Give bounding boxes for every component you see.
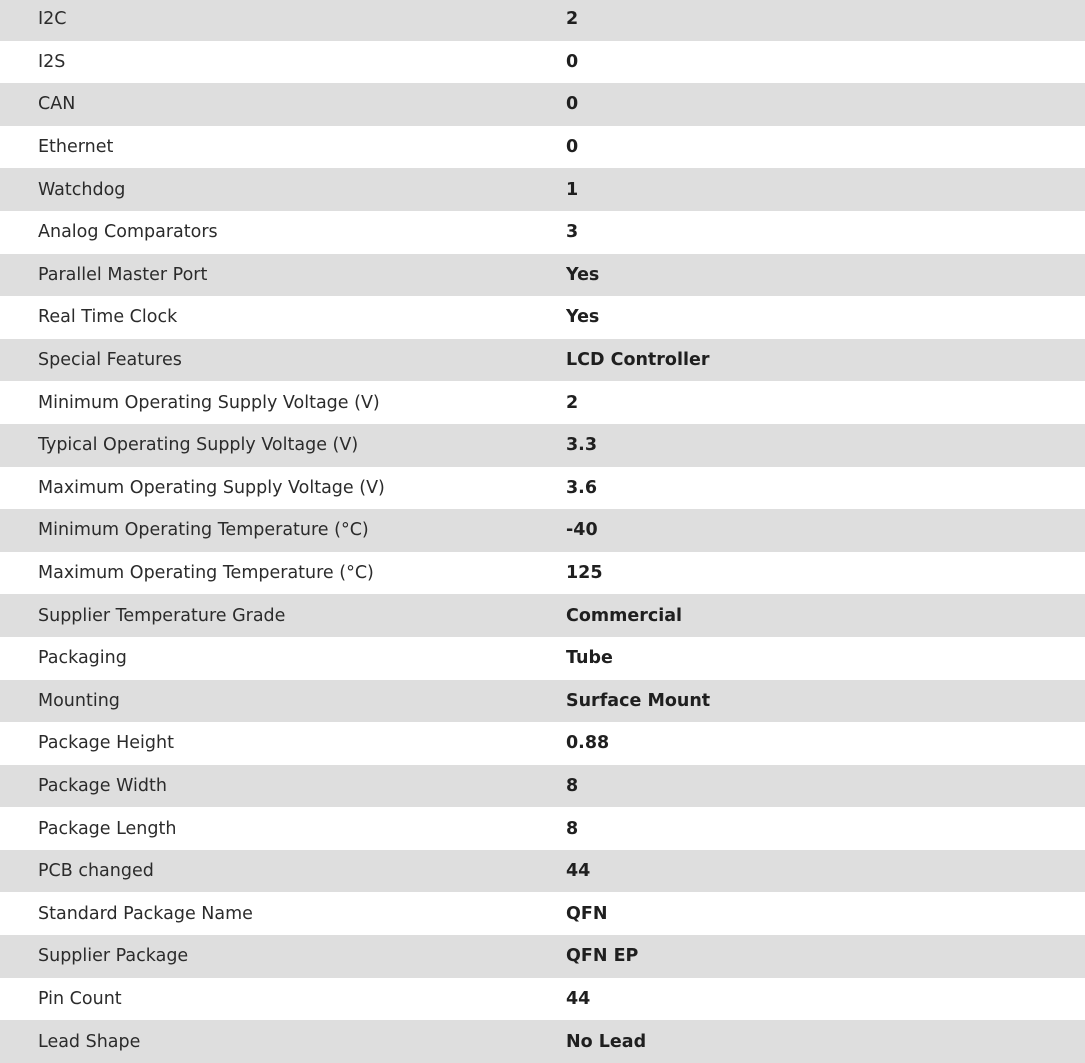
spec-value: 3 [566, 222, 579, 243]
spec-value: 3.6 [566, 477, 598, 498]
table-row [0, 424, 1085, 467]
table-row [0, 637, 1085, 680]
spec-value: 8 [566, 818, 579, 839]
spec-value: 3.3 [566, 435, 598, 456]
spec-value: Surface Mount [566, 690, 711, 711]
spec-label: Minimum Operating Temperature (°C) [38, 520, 369, 541]
table-row [0, 552, 1085, 595]
table-row [0, 807, 1085, 850]
spec-label: Watchdog [38, 179, 126, 200]
table-row [0, 126, 1085, 169]
spec-value: LCD Controller [566, 350, 710, 371]
spec-value: 0.88 [566, 733, 610, 754]
spec-value: QFN EP [566, 946, 639, 967]
spec-value: Commercial [566, 605, 683, 626]
table-row [0, 722, 1085, 765]
spec-label: Package Length [38, 818, 177, 839]
table-row [0, 978, 1085, 1021]
spec-label: Standard Package Name [38, 903, 253, 924]
spec-value: 125 [566, 563, 603, 584]
table-row [0, 339, 1085, 382]
spec-value: 0 [566, 137, 579, 158]
spec-label: Typical Operating Supply Voltage (V) [38, 435, 359, 456]
spec-value: 0 [566, 94, 579, 115]
spec-value: Yes [566, 307, 600, 328]
spec-value: -40 [566, 520, 598, 541]
table-row [0, 765, 1085, 808]
table-row [0, 892, 1085, 935]
spec-value: 44 [566, 861, 591, 882]
spec-label: Real Time Clock [38, 307, 178, 328]
spec-label: Maximum Operating Supply Voltage (V) [38, 477, 385, 498]
table-row [0, 467, 1085, 510]
spec-value: 44 [566, 988, 591, 1009]
table-row [0, 1020, 1085, 1063]
spec-label: Special Features [38, 350, 182, 371]
spec-label: I2C [38, 9, 67, 30]
table-row [0, 935, 1085, 978]
table-row [0, 254, 1085, 297]
spec-value: 2 [566, 392, 579, 413]
spec-label: Packaging [38, 648, 127, 669]
spec-label: CAN [38, 94, 76, 115]
spec-value: Tube [566, 648, 613, 669]
spec-value: 0 [566, 51, 579, 72]
spec-label: Lead Shape [38, 1031, 141, 1052]
table-row [0, 296, 1085, 339]
spec-value: QFN [566, 903, 608, 924]
spec-label: Analog Comparators [38, 222, 218, 243]
spec-label: Ethernet [38, 137, 114, 158]
table-row [0, 509, 1085, 552]
table-row [0, 41, 1085, 84]
spec-value: 8 [566, 775, 579, 796]
spec-label: I2S [38, 51, 66, 72]
spec-label: Minimum Operating Supply Voltage (V) [38, 392, 380, 413]
table-row [0, 850, 1085, 893]
spec-value: Yes [566, 264, 600, 285]
spec-label: Pin Count [38, 988, 122, 1009]
table-row [0, 381, 1085, 424]
spec-label: Supplier Package [38, 946, 189, 967]
table-row [0, 680, 1085, 723]
spec-value: No Lead [566, 1031, 647, 1052]
table-row [0, 83, 1085, 126]
spec-value: 2 [566, 9, 579, 30]
spec-label: Maximum Operating Temperature (°C) [38, 563, 374, 584]
spec-label: Package Height [38, 733, 174, 754]
spec-label: PCB changed [38, 861, 154, 882]
spec-label: Parallel Master Port [38, 264, 208, 285]
spec-label: Package Width [38, 775, 167, 796]
table-row [0, 0, 1085, 41]
table-row [0, 594, 1085, 637]
table-row [0, 211, 1085, 254]
spec-label: Mounting [38, 690, 120, 711]
spec-value: 1 [566, 179, 579, 200]
table-row [0, 168, 1085, 211]
spec-label: Supplier Temperature Grade [38, 605, 286, 626]
